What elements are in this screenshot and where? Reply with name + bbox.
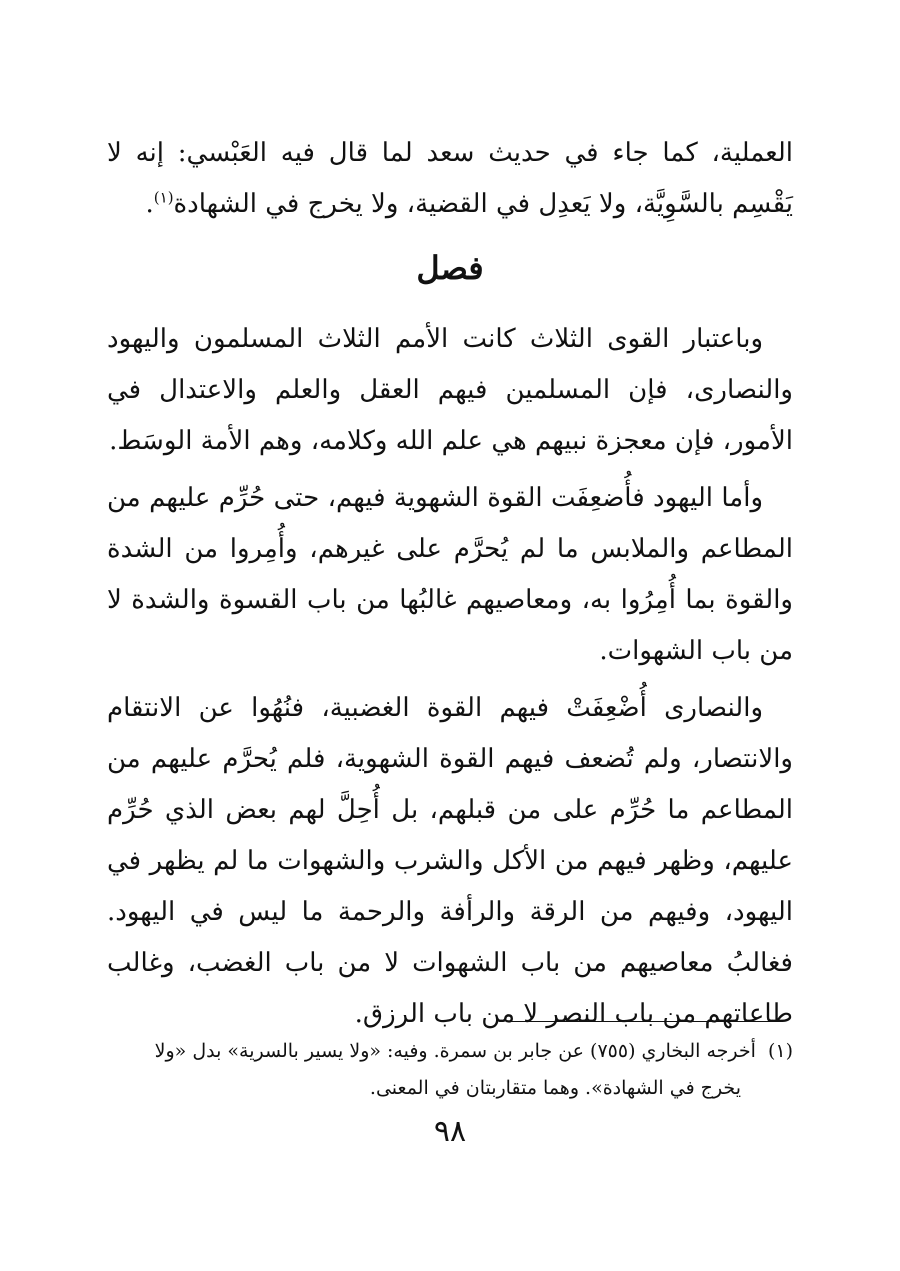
paragraph-christians: والنصارى أُضْعِفَتْ فيهم القوة الغضبية، فنُهُوا عن الانتقام والانتصار، ولم تُضعف فيهم القوة الشهوية، فلم يُحرَّم عليهم من المطاعم ما حُرِّم على من قبلهم، بل أُحِلَّ لهم بعض الذي حُرِّم عليهم، وظهر فيهم من الأكل والشرب والشهوات ما لم يظهر في اليهود، وفيهم من الرقة والرأفة والرحمة ما ليس في اليهود. فغالبُ معاصيهم من باب الشهوات لا من باب الغضب، وغالب طاعاتهم من باب النصر لا من باب الرزق. [107, 693, 793, 1029]
footnote-divider [508, 1021, 776, 1022]
section-heading: فصل [416, 249, 484, 287]
opening-paragraph [107, 128, 793, 230]
page-number: ٩٨ [433, 1114, 467, 1149]
opening-paragraph-text: العملية، كما جاء في حديث سعد لما قال فيه العَبْسي: إنه لا يَقْسِم بالسَّوِيَّة، ولا يَعدِل في القضية، ولا يخرج في الشهادة [107, 138, 793, 219]
paragraph-three-nations: وباعتبار القوى الثلاث كانت الأمم الثلاث المسلمون واليهود والنصارى، فإن المسلمين فيهم العقل والعلم والاعتدال في الأمور، فإن معجزة نبيهم هي علم الله وكلامه، وهم الأمة الوسَط. [107, 324, 793, 456]
paragraph-jews: وأما اليهود فأُضعِفَت القوة الشهوية فيهم، حتى حُرِّم عليهم من المطاعم والملابس ما لم يُحرَّم على غيرهم، وأُمِروا من الشدة والقوة بما أُمِرُوا به، ومعاصيهم غالبُها من باب القسوة والشدة لا من باب الشهوات. [107, 483, 793, 666]
footnote-text-2: يخرج في الشهادة». وهما متقاربتان في المعنى. [369, 1077, 741, 1099]
footnote-text-1: أخرجه البخاري (٧٥٥) عن جابر بن سمرة. وفيه: «ولا يسير بالسرية» بدل «ولا [154, 1040, 756, 1062]
opening-paragraph-end: . [145, 189, 154, 219]
page-body [107, 128, 793, 1040]
footnote [107, 1033, 793, 1107]
footnote-number: (١) [767, 1040, 793, 1062]
footnote-reference[interactable]: (١) [153, 188, 174, 207]
footnote-line-1 [107, 1033, 793, 1070]
